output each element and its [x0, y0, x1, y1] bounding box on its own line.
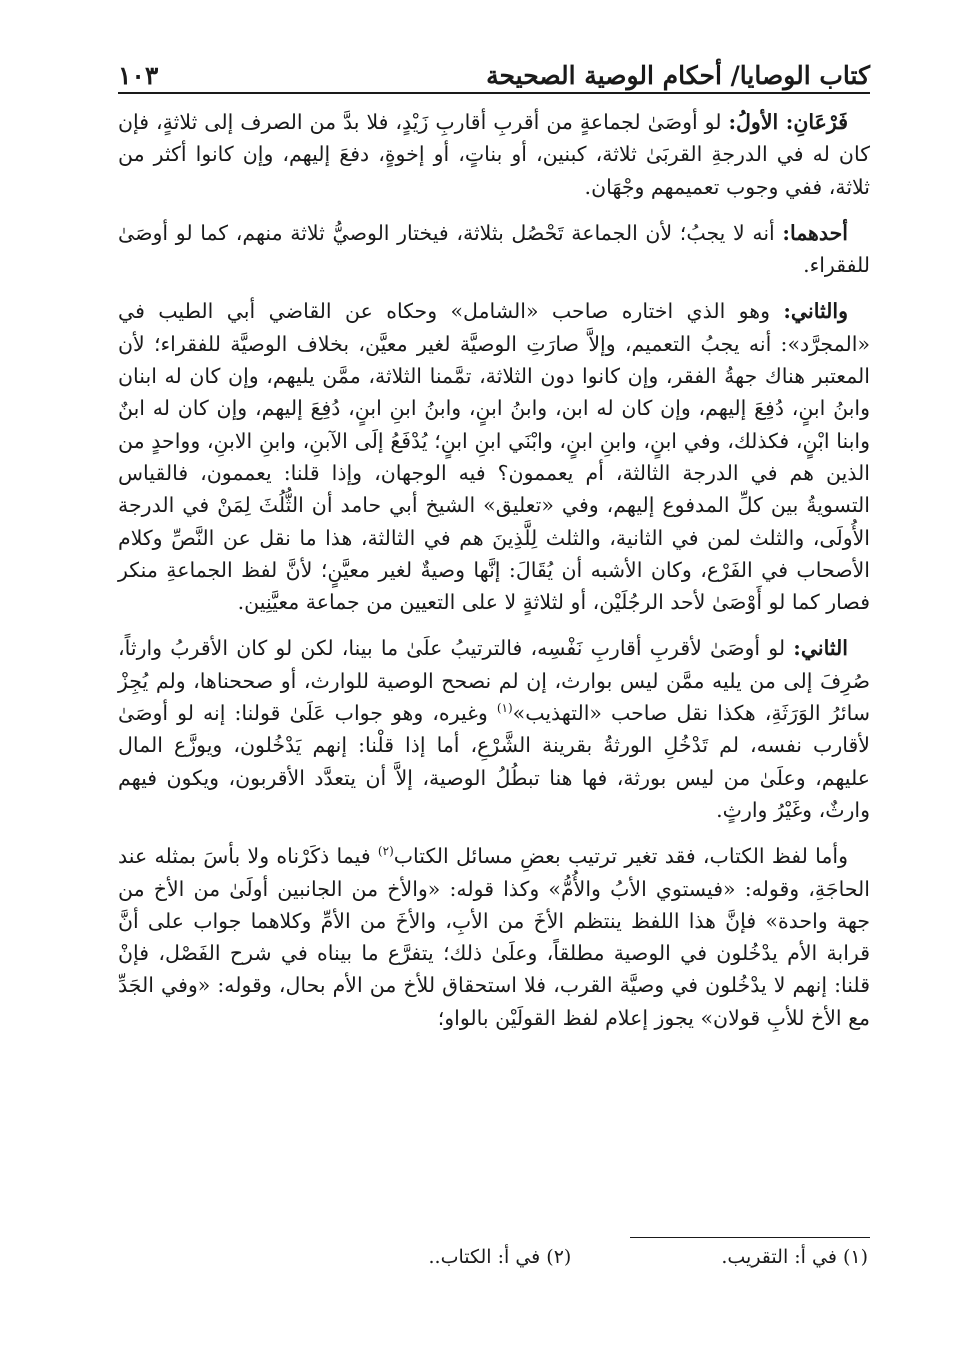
footnote-2: (٢) في أ: الكتاب..	[428, 1246, 572, 1268]
footnote-rule	[630, 1237, 870, 1238]
page-number: ١٠٣	[118, 61, 159, 90]
paragraph-text: لو أوصَىٰ لجماعةٍ من أقربِ أقاربِ زَيْدٍ، فلا بدَّ من الصرف إلى ثلاثةٍ، فإن كان له في الدرجةِ القربَىٰ ثلاثة، كبنين، أو بناتٍ، أو إخوةٍ، دفعَ إليهم، وإن كانوا أكثر من ثلاثة، ففي وجوب تعميمهم وجْهَان.	[118, 110, 870, 199]
paragraph-second-view	[118, 295, 870, 618]
paragraph-lead: فَرْعَانِ: الأولُ:	[728, 110, 848, 134]
main-text	[118, 106, 870, 1048]
paragraph-text: وأما لفظ الكتاب، فقد تغير ترتيب بعضِ مسائل الكتاب	[393, 844, 848, 869]
paragraph-text: لو أوصَىٰ لأقربِ أقاربِ نَفْسِه، فالترتيبُ علَىٰ ما بينا، لكن لو كان الأقربُ وارثاً، صُرِفَ إلى من يليه ممَّن ليس بوارث، إن لم نصحح الوصية للوارث، أو صححناها، ولم يُجِزْ سائرُ الوَرَثَةِ، هكذا نقل صاحب «التهذيب»	[118, 636, 871, 726]
paragraph-book-wording	[118, 840, 870, 1034]
paragraph-lead: أحدهما:	[782, 220, 848, 245]
paragraph-text-continued: وغيره، وهو جواب عَلَىٰ قولنا: إنه لو أوصَىٰ لأقارب نفسه، لم تَدْخُلِ الورثةُ بقرينة الشَّرْعِ، أما إذا قلْنا: إنهم يَدْخُلون، ويوزَّع المال عليهم، وعلَىٰ من ليس بورثة، فها هنا تبطُلُ الوصية، إلاَّ أن يتعدَّد الأقربون، ويكون فيهم وارثٌ، وغَيْرُ وارثٍ.	[118, 701, 870, 822]
footnote-ref-2: (٢)	[377, 844, 394, 859]
paragraph-lead: والثاني:	[783, 299, 848, 324]
paragraph-text-continued: فيما ذكَرْناه ولا بأسَ بمثله عند الحاجَةِ، وقوله: «فيستوي الأبُ والأُمُّ» وكذا قوله: «والأخ من الجانبين أولَىٰ من الأخ من جهة واحدة» فإنَّ هذا اللفظ ينتظم الأخَ من الأبِ، والأخَ من الأمِّ وكلاهما جواب على أنَّ قرابة الأم يدْخُلون في الوصية مطلقاً، وعلَىٰ ذلك؛ يتفرَّع ما بيناه في شرح الفَصْل، فإنْ قلنا: إنهم لا يدْخُلون في وصيَّة القرب، فلا استحقاق للأخ من الأم بحال، وقوله: «وفي الجَدِّ مع الأخ للأبِ قولان» يجوز إعلام لفظ القولَيْن بالواو؛	[118, 844, 870, 1030]
paragraph-first-view	[118, 217, 870, 282]
running-title: كتاب الوصايا/ أحكام الوصية الصحيحة	[486, 61, 870, 90]
header-rule	[118, 92, 870, 94]
paragraph-text: وهو الذي اختاره صاحب «الشامل» وحكاه عن القاضي أبي الطيب في «المجرَّد»: أنه يجبُ التعميم، وإلاَّ صارَتِ الوصيَّة لغير معيَّن، بخلاف الوصيَّة للفقراء؛ لأن المعتبر هناك جهةُ الفقر، وإن كانوا دون الثلاثة، تمَّمنا الثلاثة، ممَّن يليهم، وإن كان له ابنان وابنُ ابنٍ، دُفِعَ إليهم، وإن كان له ابن، وابنُ ابنٍ، وابنُ ابنِ ابنٍ، دُفِعَ إليهم، وإن كان له ابنٌ وابنا ابْنٍ، فكذلك، وفي ابنٍ، وابنِ ابنٍ، وابْنَي ابنِ ابنٍ؛ يُدْفَعُ إلَى الآبنِ، وابنِ الابنِ، وواحدٍ من الذين هم في الدرجة الثالثة، أم يعممون؟ فيه الوجهان، وإذا قلنا: يعممون، فالقياس التسويةُ بين كلِّ المدفوع إليهم، وفي «تعليق» الشيخ أبي حامد أن الثُّلُثَ لِمَنْ في الدرجة الأُولَى، والثلث لمن في الثانية، والثلث لِلَّذِينَ هم في الثالثة، هذا ما نقل عن النَّصِّ وكلام الأصحاب في الفَرْع، وكان الأشبه أن يُقَالَ: إنَّها وصيةٌ لغير معيَّنٍ؛ لأنَّ لفظ الجماعةِ منكر فصار كما لو أَوْصَىٰ لأحد الرجُلَيْن، أو لثلاثةٍ لا على التعيين من جماعة معيَّنِين.	[118, 299, 870, 615]
paragraph-text: أنه لا يجبُ؛ لأن الجماعة تَحْصُل بثلاثة، فيختار الوصيُّ ثلاثة منهم، كما لو أوصَىٰ للفقراء.	[118, 220, 870, 278]
paragraph-branches	[118, 106, 870, 203]
footnote-ref-1: (١)	[496, 701, 513, 716]
footnotes	[108, 1246, 868, 1268]
page-header	[118, 50, 870, 90]
paragraph-second-branch	[118, 632, 870, 826]
footnote-1: (١) في أ: التقريب.	[721, 1246, 868, 1268]
paragraph-lead: الثاني:	[793, 636, 848, 661]
